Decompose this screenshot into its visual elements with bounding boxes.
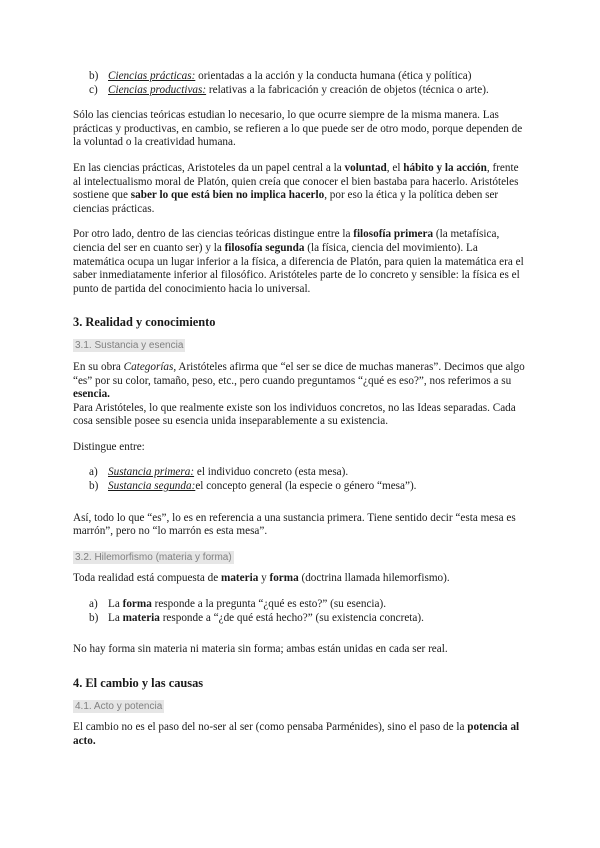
text: Toda realidad está compuesta de [73,572,222,585]
list-term: Sustancia primera: [108,466,195,479]
list-item [73,84,528,98]
list-item [73,70,528,84]
bold-text: forma [122,598,152,611]
italic-text: Categorías [123,360,174,373]
bold-text: potencia al acto. [73,721,520,747]
list-marker: a) [89,598,98,611]
list-text: relativas a la fabricación y creación de objetos (técnica o arte). [206,83,489,96]
text: (la física, ciencia del movimiento). La matemática ocupa un lugar inferior a la física, a diferencia de Platón, para quien la matemática era el saber inmediatamente inferior al filosófico. Aristóteles parte de lo concreto y sensible: la física es el punto de partida del conocimiento hacia lo universal. [73,241,524,295]
paragraph: Sólo las ciencias teóricas estudian lo necesario, lo que ocurre siempre de la misma manera. Las prácticas y productivas, en cambio, se refieren a lo que puede ser de otro modo, porque dependen de la voluntad o la creatividad humana. [73,109,523,149]
text: y [258,572,270,585]
paragraph [73,721,528,748]
text: El cambio no es el paso del no-ser al ser (como pensaba Parménides), sino el paso de la [73,721,468,734]
text: (doctrina llamada hilemorfismo). [298,572,450,585]
list-term: Sustancia segunda: [108,480,196,493]
text: Por otro lado, dentro de las ciencias teóricas distingue entre la [73,228,354,241]
bold-text: filosofía segunda [224,241,305,254]
bold-text: materia [221,572,259,585]
text: La [108,598,123,611]
list-item [73,480,528,494]
bold-text: esencia. [73,388,110,401]
bold-text: saber lo que está bien no implica hacerlo [130,189,325,202]
section-heading: 4. El cambio y las causas [73,675,204,690]
bold-text: voluntad [344,161,387,174]
text: , frente al intelectualismo moral de Platón, quien creía que conocer el bien bastaba para hacerlo. Aristóteles sostiene que [73,161,519,202]
text: (la metafísica, ciencia del ser en cuanto ser) y la [73,228,500,254]
paragraph: Distingue entre: [73,440,145,453]
list-item [73,598,528,612]
bold-text: hábito y la acción [403,161,487,174]
paragraph: Así, todo lo que “es”, lo es en referencia a una sustancia primera. Tiene sentido decir “esta mesa es marrón”, pero no “lo marrón es esta mesa”. [73,511,516,538]
paragraph [73,162,528,216]
text: En su obra [73,360,124,373]
list-matter-form [73,598,528,625]
text: La [108,611,123,624]
text: responde a “¿de qué está hecho?” (su existencia concreta). [159,611,424,624]
text: En las ciencias prácticas, Aristoteles da un papel central a la [73,161,345,174]
list-marker: a) [89,466,98,479]
text: responde a la pregunta “¿qué es esto?” (su esencia). [151,598,387,611]
list-term: Ciencias prácticas: [108,70,196,82]
text: Para Aristóteles, lo que realmente existe son los individuos concretos, no las Ideas separadas. Cada cosa sensible posee su esencia unida inseparablemente a su existencia. [73,401,516,428]
paragraph: No hay forma sin materia ni materia sin forma; ambas están unidas en cada ser real. [73,643,448,656]
list-text: el individuo concreto (esta mesa). [194,466,349,479]
text: , Aristóteles afirma que “el ser se dice de muchas maneras”. Decimos que algo “es” por su color, tamaño, peso, etc., pero cuando preguntamos “¿qué es eso?”, nos referimos a su [73,360,525,387]
list-marker: b) [89,70,99,82]
list-text: el concepto general (la especie o género “mesa”). [195,480,417,493]
section-heading: 3. Realidad y conocimiento [73,315,216,330]
text: , el [386,161,404,174]
bold-text: materia [122,611,160,624]
list-marker: b) [89,611,99,624]
list-sciences [73,70,528,97]
bold-text: forma [269,572,299,585]
paragraph [73,228,528,296]
paragraph [73,361,528,429]
subsection-heading: 4.1. Acto y potencia [75,700,163,712]
list-marker: b) [89,480,99,493]
bold-text: filosofía primera [353,228,434,241]
subsection-heading: 3.2. Hilemorfismo (materia y forma) [75,551,232,563]
paragraph [73,572,528,586]
list-substances [73,466,528,493]
document-content [73,70,528,749]
list-item [73,612,528,626]
text: , por eso la ética y la política deben ser ciencias prácticas. [73,189,499,215]
list-item [73,466,528,480]
list-text: orientadas a la acción y la conducta humana (ética y política) [195,70,472,82]
list-marker: c) [89,83,98,96]
subsection-heading: 3.1. Sustancia y esencia [75,340,184,352]
list-term: Ciencias productivas: [108,83,207,96]
